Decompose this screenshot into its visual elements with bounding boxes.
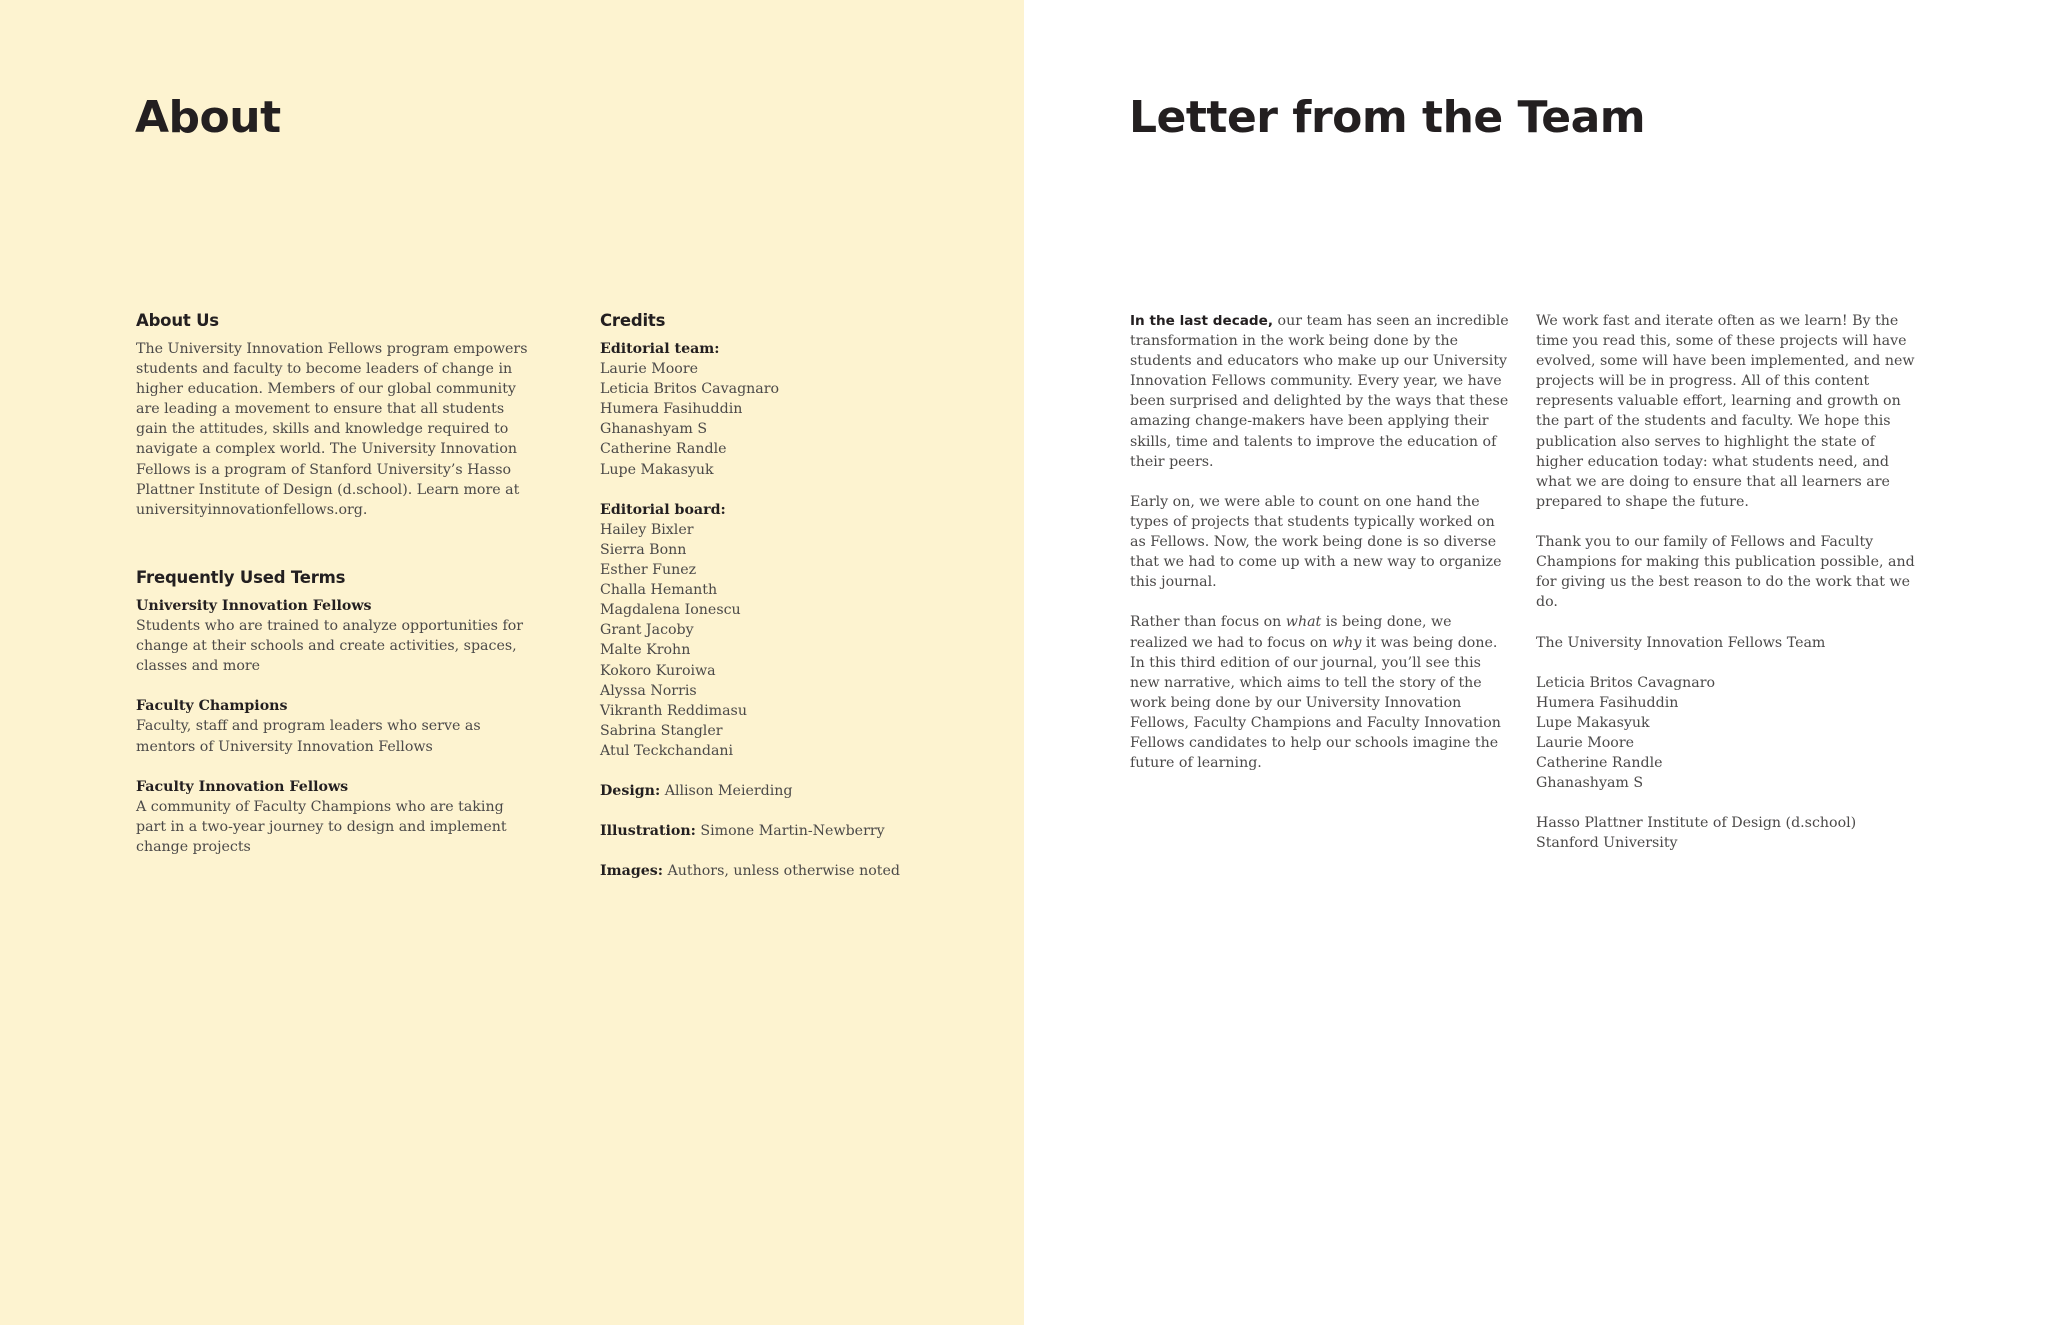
emphasis-what: what: [1285, 614, 1322, 631]
editorial-board-name: Alyssa Norris: [600, 682, 697, 699]
editorial-team: [600, 339, 960, 480]
signatory-name: Ghanashyam S: [1536, 775, 1644, 792]
editorial-team-name: Laurie Moore: [600, 361, 699, 378]
editorial-board-name: Challa Hemanth: [600, 582, 718, 599]
design-label: Design:: [600, 783, 661, 800]
editorial-team-name: Humera Fasihuddin: [600, 401, 743, 418]
institution-line: Stanford University: [1536, 835, 1678, 852]
letter-paragraph-3-text: is being done, we realized we had to focus on: [1130, 614, 1452, 651]
editorial-board-name: Vikranth Reddimasu: [600, 702, 747, 719]
term-definition: Students who are trained to analyze opportunities for change at their schools and create activities, spaces, classes and more: [136, 617, 524, 675]
about-us-body: The University Innovation Fellows program empowers students and faculty to become leaders of change in higher education. Members of our global community are leading a movement to ensure that all students gain the attitudes, skills and knowledge required to navigate a complex world. The University Innovation Fellows is a program of Stanford University’s Hasso Plattner Institute of Design (d.school). Learn more at universityinnovationfellows.org.: [136, 341, 528, 518]
images-label: Images:: [600, 863, 664, 880]
about-column: [136, 311, 536, 857]
term-title: Faculty Champions: [136, 698, 288, 715]
editorial-board-name: Sabrina Stangler: [600, 722, 723, 739]
signatory-name: Leticia Britos Cavagnaro: [1536, 674, 1716, 691]
design-value: Allison Meierding: [660, 783, 793, 800]
page-title-letter: Letter from the Team: [1129, 92, 1646, 143]
letter-paragraph-2: Early on, we were able to count on one hand the types of projects that students typically worked on as Fellows. Now, the work being done is so diverse that we had to come up with a new way to organize this journal.: [1130, 493, 1502, 591]
letter-paragraph-1-text: our team has seen an incredible transformation in the work being done by the students and educators who make up our University Innovation Fellows community. Every year, we have been surprised and delighted by the ways that these amazing change-makers have been applying their skills, time and talents to improve the education of their peers.: [1130, 313, 1509, 470]
signatories: [1536, 673, 1926, 794]
signatory-name: Lupe Makasyuk: [1536, 714, 1650, 731]
editorial-team-name: Catherine Randle: [600, 441, 727, 458]
letter-paragraph-4: We work fast and iterate often as we learn! By the time you read this, some of these projects will have evolved, some will have been implemented, and new projects will be in progress. All of this content represents valuable effort, learning and growth on the part of the students and faculty. We hope this publication also serves to highlight the state of higher education today: what students need, and what we are doing to ensure that all learners are prepared to shape the future.: [1536, 313, 1915, 510]
credit-images: [600, 861, 960, 881]
credits-heading: Credits: [600, 311, 666, 330]
editorial-board-name: Sierra Bonn: [600, 541, 687, 558]
editorial-board-name: Kokoro Kuroiwa: [600, 662, 716, 679]
institution-line: Hasso Plattner Institute of Design (d.school): [1536, 815, 1857, 832]
page-title-about: About: [135, 92, 281, 143]
editorial-board: [600, 500, 960, 761]
credits-column: [600, 311, 960, 902]
illustration-label: Illustration:: [600, 823, 696, 840]
term-definition: A community of Faculty Champions who are taking part in a two-year journey to design and implement change projects: [136, 798, 507, 855]
letter-paragraph-3: [1130, 612, 1510, 773]
signatory-name: Catherine Randle: [1536, 755, 1663, 772]
term-item: [136, 696, 536, 756]
images-value: Authors, unless otherwise noted: [663, 863, 900, 880]
letter-column-2: [1536, 311, 1926, 854]
letter-paragraph-3-text: it was being done. In this third edition of our journal, you’ll see this new narrative, which aims to tell the story of the work being done by our University Innovation Fellows, Faculty Champions and Faculty Innovation Fellows candidates to help our schools imagine the future of learning.: [1130, 634, 1501, 772]
about-us-heading: About Us: [136, 311, 219, 330]
term-title: University Innovation Fellows: [136, 597, 372, 614]
term-item: [136, 596, 536, 676]
term-definition: Faculty, staff and program leaders who serve as mentors of University Innovation Fellows: [136, 718, 481, 755]
editorial-board-name: Esther Funez: [600, 562, 697, 579]
editorial-board-name: Magdalena Ionescu: [600, 602, 741, 619]
editorial-board-name: Grant Jacoby: [600, 622, 694, 639]
editorial-board-name: Hailey Bixler: [600, 521, 694, 538]
editorial-team-label: Editorial team:: [600, 341, 720, 357]
illustration-value: Simone Martin-Newberry: [695, 823, 885, 840]
editorial-board-name: Atul Teckchandani: [600, 742, 734, 759]
letter-paragraph-1: [1130, 311, 1510, 472]
letter-paragraph-3-text: Rather than focus on: [1130, 614, 1286, 631]
editorial-board-name: Malte Krohn: [600, 642, 691, 659]
letter-signoff: The University Innovation Fellows Team: [1536, 634, 1826, 651]
frequently-used-terms: [136, 568, 536, 857]
terms-heading: Frequently Used Terms: [136, 567, 346, 587]
term-title: Faculty Innovation Fellows: [136, 778, 349, 795]
term-item: [136, 777, 536, 857]
editorial-team-name: Ghanashyam S: [600, 421, 708, 438]
institution: [1536, 813, 1926, 853]
letter-lead-in: In the last decade,: [1130, 313, 1274, 329]
letter-paragraph-5: Thank you to our family of Fellows and Faculty Champions for making this publication possible, and for giving us the best reason to do the work that we do.: [1536, 534, 1915, 611]
editorial-board-label: Editorial board:: [600, 501, 726, 518]
editorial-team-name: Lupe Makasyuk: [600, 461, 714, 478]
signatory-name: Humera Fasihuddin: [1536, 694, 1679, 711]
letter-column-1: [1130, 311, 1510, 773]
editorial-team-name: Leticia Britos Cavagnaro: [600, 381, 780, 398]
signatory-name: Laurie Moore: [1536, 734, 1635, 751]
credit-illustration: [600, 821, 960, 841]
credit-design: [600, 781, 960, 801]
emphasis-why: why: [1332, 634, 1362, 651]
